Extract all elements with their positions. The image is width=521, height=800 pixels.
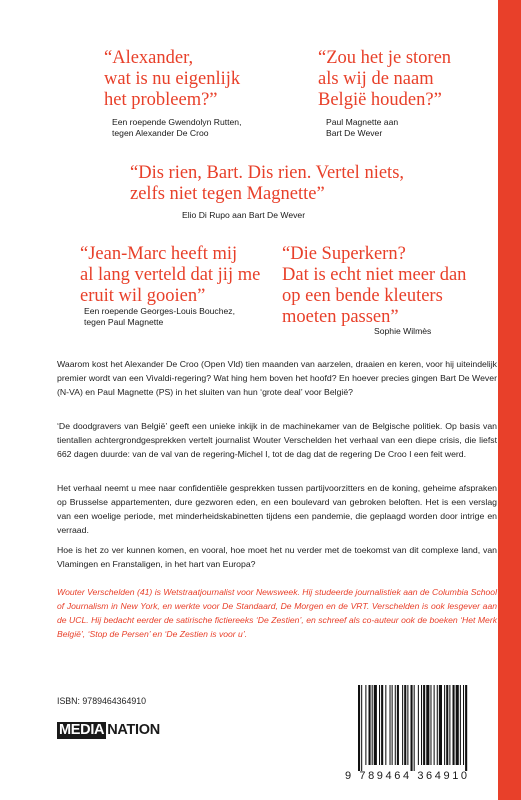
attribution-line: Bart De Wever <box>326 128 383 138</box>
quote-attribution <box>112 117 241 139</box>
attribution-line: Een roepende Gwendolyn Rutten, <box>112 117 242 127</box>
barcode-bar <box>411 685 413 771</box>
barcode-bar <box>449 685 450 765</box>
attribution-line: tegen Paul Magnette <box>84 317 164 327</box>
barcode-bar <box>446 685 448 765</box>
quote-attribution <box>326 117 398 139</box>
barcode <box>356 685 506 773</box>
barcode-bar <box>395 685 396 765</box>
quote-line: “Alexander, <box>104 48 194 68</box>
barcode-bar <box>453 685 455 765</box>
barcode-bar <box>372 685 373 765</box>
barcode-bar <box>439 685 442 765</box>
barcode-bar <box>390 685 391 765</box>
barcode-bar <box>465 685 467 771</box>
barcode-bar <box>423 685 425 765</box>
attribution-line: Elio Di Rupo aan Bart De Wever <box>182 210 306 220</box>
barcode-bar <box>421 685 422 765</box>
barcode-bar <box>444 685 445 765</box>
quote-text <box>80 244 260 307</box>
barcode-bar <box>369 685 371 765</box>
quote-line: “Jean-Marc heeft mij <box>80 244 238 264</box>
isbn-label: ISBN: 9789464364910 <box>57 696 147 706</box>
publisher-logo <box>57 722 160 739</box>
quote-text <box>282 244 466 328</box>
publisher-logo-rest: NATION <box>107 722 160 738</box>
barcode-bar <box>463 685 464 765</box>
attribution-line: Een roepende Georges-Louis Bouchez, <box>84 306 235 316</box>
quote-line: “Zou het je storen <box>318 48 452 68</box>
quote-line: het probleem?” <box>104 90 218 110</box>
quote-line: wat is nu eigenlijk <box>104 69 241 89</box>
barcode-bar <box>460 685 461 765</box>
quote-text <box>130 163 404 205</box>
blurb-paragraph-1: Waarom kost het Alexander De Croo (Open Vld) tien maanden van aarzelen, draaien en keren, voor hij uiteindelijk premier wordt van een Vivaldi-regering? Wat hing hem boven het hoofd? En hoever precies gingen Bart De Wever (N-VA) en Paul Magnette (PS) in het sluiten van hun ‘grote deal’ voor België? <box>57 359 497 397</box>
quote-line: als wij de naam <box>318 69 434 89</box>
blurb-paragraph-3: Het verhaal neemt u mee naar confidentiële gesprekken tussen partijvoorzitters en de koning, geheime afspraken op Brusselse appartementen, dure gezworen eden, en een boulevard van gebroken beloften. Het is een verslag van een woelige periode, met minderheidskabinetten tijdens een pandemie, die geplaagd worden door intrige en verraad. <box>57 483 497 535</box>
barcode-bar <box>426 685 429 765</box>
barcode-bar <box>437 685 438 765</box>
quote-attribution <box>182 210 305 221</box>
quote-text <box>104 48 240 111</box>
barcode-bar <box>392 685 393 765</box>
quote-line: België houden?” <box>318 90 442 110</box>
barcode-digits: 9 789464 364910 <box>345 770 470 782</box>
attribution-line: Sophie Wilmès <box>374 326 432 336</box>
publisher-logo-box: MEDIA <box>59 722 105 738</box>
barcode-bar <box>397 685 399 765</box>
barcode-bar <box>414 685 415 771</box>
barcode-bar <box>456 685 459 765</box>
quote-line: moeten passen” <box>282 307 399 327</box>
barcode-bar <box>379 685 380 765</box>
author-bio: Wouter Verschelden (41) is Wetstraatjournalist voor Newsweek. Hij studeerde journalistiek aan de Columbia School of Journalism in New York, en werkte voor De Standaard, De Morgen en de VRT. Verschelden is ook lesgever aan de UCL. Hij bedacht eerder de satirische fictiereeks ‘De Zestien’, en schreef als co-auteur ook de boeken ‘Het Merk België’, ‘Stop de Persen’ en ‘De Zestien is voor u’. <box>57 587 497 639</box>
quote-line: zelfs niet tegen Magnette” <box>130 184 325 204</box>
quote-line: op een bende kleuters <box>282 286 443 306</box>
quote-attribution <box>374 326 431 337</box>
quote-attribution <box>84 306 235 328</box>
barcode-bar <box>402 685 403 765</box>
red-spine-stripe <box>498 0 521 800</box>
barcode-bar <box>430 685 431 765</box>
quote-line: eruit wil gooien” <box>80 286 206 306</box>
barcode-bar <box>374 685 377 765</box>
quote-line: “Die Superkern? <box>282 244 406 264</box>
blurb-paragraph-2: ‘De doodgravers van België’ geeft een unieke inkijk in de machinekamer van de Belgische politiek. Op basis van tientallen achtergrondgesprekken vertelt journalist Wouter Verschelden het verhaal van een diepe crisis, die liefst 662 dagen duurde: van de val van de regering-Michel I, tot de dag dat de regering De Croo I een feit werd. <box>57 421 497 459</box>
barcode-bar <box>381 685 383 765</box>
barcode-bar <box>434 685 435 765</box>
quote-line: Dat is echt niet meer dan <box>282 265 467 285</box>
quote-line: “Dis rien, Bart. Dis rien. Vertel niets, <box>130 163 405 183</box>
quote-line: al lang verteld dat jij me <box>80 265 261 285</box>
barcode-bar <box>365 685 366 765</box>
attribution-line: tegen Alexander De Croo <box>112 128 209 138</box>
barcode-bar <box>385 685 386 765</box>
attribution-line: Paul Magnette aan <box>326 117 399 127</box>
barcode-bar <box>404 685 406 765</box>
barcode-bar <box>418 685 419 765</box>
barcode-bar <box>407 685 408 765</box>
barcode-bar <box>361 685 362 771</box>
blurb-paragraph-4: Hoe is het zo ver kunnen komen, en vooral, hoe moet het nu verder met de toekomst van dit complexe land, van Vlamingen en Franstaligen, in het hart van Europa? <box>57 545 497 569</box>
barcode-bar <box>358 685 360 771</box>
quote-text <box>318 48 451 111</box>
